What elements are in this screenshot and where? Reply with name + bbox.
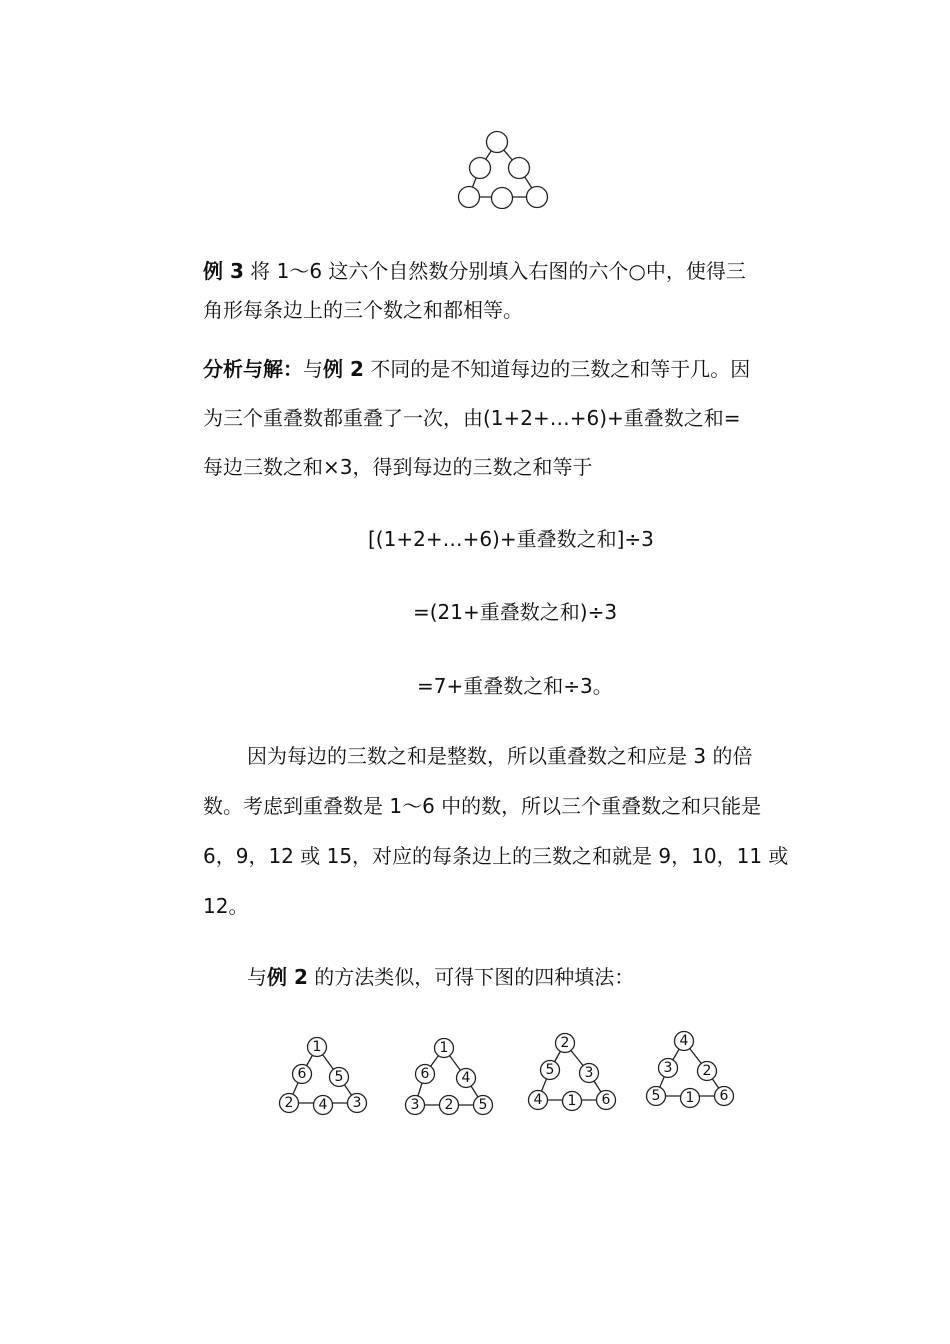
problem-line-1 — [203, 257, 746, 285]
sol3-top: 2 — [560, 1035, 570, 1051]
sol1-top: 1 — [312, 1039, 322, 1055]
analysis-line-1 — [203, 355, 750, 383]
solutions-figure — [0, 1020, 950, 1130]
empty-circle-right-mid — [509, 158, 530, 179]
analysis-line-2 — [203, 404, 741, 432]
sol3-bottom-left: 4 — [533, 1092, 543, 1108]
sol4-top: 4 — [679, 1033, 689, 1049]
problem-line-2 — [203, 296, 523, 324]
sol3-bottom-mid: 1 — [567, 1093, 577, 1109]
empty-circle-left-mid — [470, 158, 491, 179]
solution-triangle-3 — [529, 1034, 616, 1111]
sol2-bottom-mid: 2 — [444, 1097, 454, 1113]
sol2-bottom-left: 3 — [410, 1097, 420, 1113]
analysis-text-2: 为三个重叠数都重叠了一次，由(1+2+…+6)+重叠数之和= — [203, 406, 741, 430]
sol1-right-mid: 5 — [334, 1069, 344, 1085]
analysis-example-ref: 例 2 — [323, 357, 364, 381]
paragraph2-text-4: 12。 — [203, 894, 249, 918]
problem-text-1: 将 1～6 这六个自然数分别填入右图的六个○中，使得三 — [243, 259, 746, 283]
analysis-text-3: 每边三数之和×3，得到每边的三数之和等于 — [203, 455, 593, 479]
solution-triangle-2 — [406, 1039, 493, 1115]
problem-text-2: 角形每条边上的三个数之和都相等。 — [203, 298, 523, 322]
paragraph2-text-2: 数。考虑到重叠数是 1～6 中的数，所以三个重叠数之和只能是 — [203, 794, 762, 818]
paragraph2-line-3 — [203, 842, 788, 870]
sol1-bottom-right: 3 — [352, 1095, 362, 1111]
empty-circle-bottom-left — [459, 187, 480, 208]
paragraph3-pre: 与 — [247, 965, 267, 989]
solution-triangle-4 — [647, 1032, 734, 1108]
paragraph2-line-2 — [203, 792, 761, 820]
empty-circle-bottom-right — [527, 187, 548, 208]
equation-3: =7+重叠数之和÷3。 — [417, 674, 613, 698]
paragraph2-line-1 — [247, 742, 752, 770]
sol2-right-mid: 4 — [461, 1070, 471, 1086]
sol4-right-mid: 2 — [702, 1063, 712, 1079]
sol3-bottom-right: 6 — [601, 1092, 611, 1108]
empty-circle-top — [487, 132, 508, 153]
paragraph2-text-1: 因为每边的三数之和是整数，所以重叠数之和应是 3 的倍 — [247, 744, 753, 768]
paragraph2-text-3: 6，9，12 或 15，对应的每条边上的三数之和就是 9，10，11 或 — [203, 844, 789, 868]
paragraph2-line-4 — [203, 892, 248, 920]
sol1-bottom-mid: 4 — [318, 1097, 328, 1113]
sol3-right-mid: 3 — [584, 1065, 594, 1081]
sol4-bottom-left: 5 — [651, 1088, 661, 1104]
solution-triangle-1 — [280, 1038, 367, 1115]
analysis-line-3 — [203, 453, 592, 481]
equation-1: [(1+2+…+6)+重叠数之和]÷3 — [368, 527, 654, 551]
analysis-label: 分析与解： — [203, 357, 303, 381]
analysis-post: 不同的是不知道每边的三数之和等于几。因 — [363, 357, 751, 381]
empty-circle-bottom-mid — [492, 188, 513, 209]
sol2-bottom-right: 5 — [478, 1097, 488, 1113]
sol4-bottom-mid: 1 — [685, 1090, 695, 1106]
sol1-bottom-left: 2 — [284, 1095, 294, 1111]
sol2-left-mid: 6 — [420, 1066, 430, 1082]
empty-triangle-figure — [0, 0, 950, 230]
sol3-left-mid: 5 — [545, 1062, 555, 1078]
analysis-pre: 与 — [303, 357, 323, 381]
equation-2: =(21+重叠数之和)÷3 — [413, 600, 618, 624]
sol4-left-mid: 3 — [663, 1060, 673, 1076]
problem-label: 例 3 — [203, 259, 244, 283]
sol2-top: 1 — [439, 1040, 449, 1056]
sol4-bottom-right: 6 — [719, 1088, 729, 1104]
paragraph3-example-ref: 例 2 — [267, 965, 308, 989]
sol1-left-mid: 6 — [297, 1066, 307, 1082]
paragraph3-line — [247, 963, 634, 991]
paragraph3-post: 的方法类似，可得下图的四种填法： — [307, 965, 635, 989]
